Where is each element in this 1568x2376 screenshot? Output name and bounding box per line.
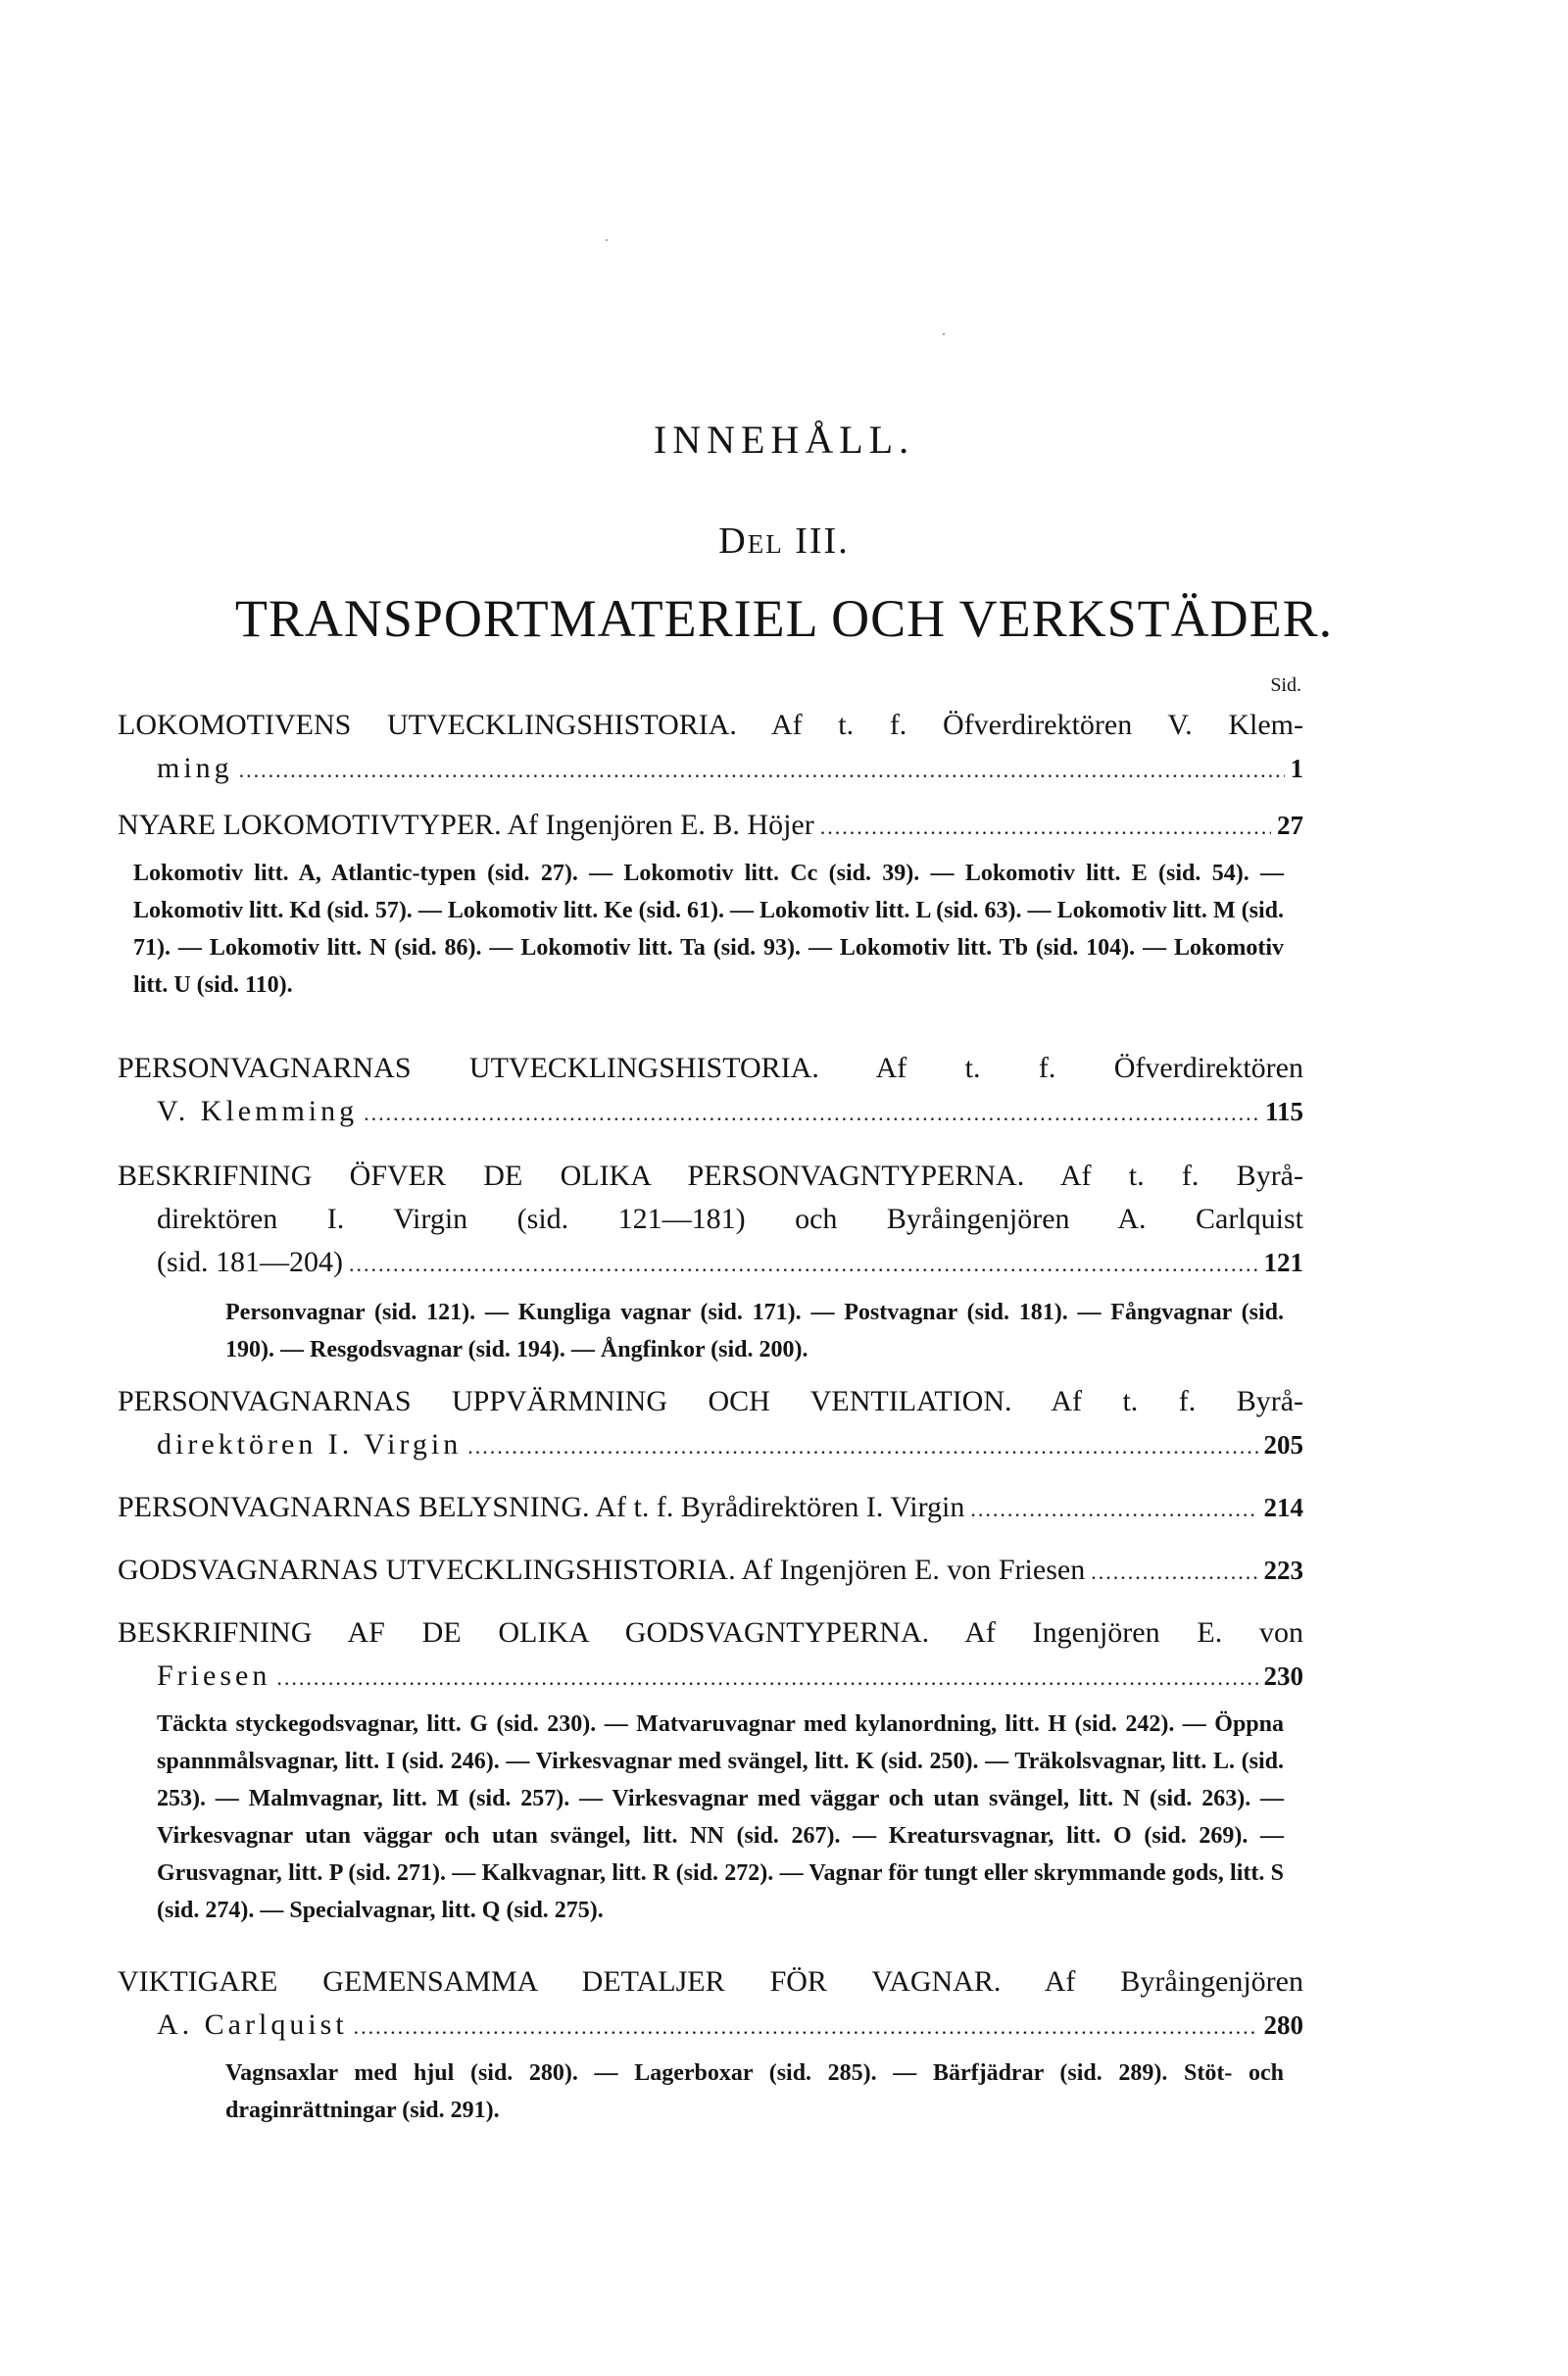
leader-dots (820, 806, 1271, 849)
part-heading: Del III. (718, 520, 850, 562)
toc-entry (118, 1380, 1303, 1468)
toc-entry (118, 1047, 1303, 1135)
leader-dots (364, 1092, 1259, 1135)
entry-page-number: 115 (1264, 1097, 1303, 1126)
entry-page-number: 223 (1263, 1556, 1303, 1585)
entry-page-number: 27 (1277, 811, 1303, 840)
entry-page-number: 280 (1263, 2010, 1303, 2040)
entry-title: PERSONVAGNARNAS UTVECKLINGSHISTORIA. Af t. f. Öfverdirektören (118, 1052, 1303, 1084)
entry-title: PERSONVAGNARNAS UPPVÄRMNING OCH VENTILATION. Af t. f. Byrå- (118, 1385, 1303, 1417)
entry-author: direktören I. Virgin (sid. 121—181) och Byråingenjören A. Carlquist (157, 1203, 1303, 1235)
entry-title: PERSONVAGNARNAS BELYSNING. Af t. f. Byrådirektören I. Virgin (118, 1491, 965, 1523)
leader-dots (239, 749, 1285, 792)
entry-title: NYARE LOKOMOTIVTYPER. Af Ingenjören E. B. Höjer (118, 809, 814, 841)
toc-entry (118, 1155, 1303, 1368)
entry-title: BESKRIFNING ÖFVER DE OLIKA PERSONVAGNTYPERNA. Af t. f. Byrå- (118, 1160, 1303, 1192)
print-speck (943, 333, 945, 335)
entry-author-pages: (sid. 181—204) (157, 1246, 343, 1278)
entry-author: ming (157, 752, 233, 784)
leader-dots (1091, 1551, 1257, 1594)
entry-author: V. Klemming (157, 1095, 359, 1127)
toc-entry (118, 1611, 1303, 1929)
entry-author: Friesen (157, 1659, 271, 1692)
entry-subsections: Lokomotiv litt. A, Atlantic-typen (sid. 27). — Lokomotiv litt. Cc (sid. 39). — Lokomotiv litt. E (sid. 54). — Lokomotiv litt. Kd (sid. 57). — Lokomotiv litt. Ke (sid. 61). — Lokomotiv litt. L (sid. 63). — Lokomotiv litt. M (sid. 71). — Lokomotiv litt. N (sid. 86). — Lokomotiv litt. Ta (sid. 93). — Lokomotiv litt. Tb (sid. 104). — Lokomotiv litt. U (sid. 110). (133, 861, 1284, 998)
toc-entry (118, 804, 1303, 1004)
entry-subsections: Personvagnar (sid. 121). — Kungliga vagnar (sid. 171). — Postvagnar (sid. 181). — Fångvagnar (sid. 190). — Resgodsvagnar (sid. 194). — Ångfinkor (sid. 200). (225, 1300, 1284, 1362)
entry-page-number: 230 (1263, 1661, 1303, 1691)
entry-page-number: 121 (1263, 1248, 1303, 1277)
toc-entry (118, 1486, 1303, 1531)
print-speck (606, 239, 608, 241)
leader-dots (467, 1425, 1257, 1468)
entry-subsections: Vagnsaxlar med hjul (sid. 280). — Lagerboxar (sid. 285). — Bärfjädrar (sid. 289). Stöt- och draginrättningar (sid. 291). (225, 2060, 1284, 2123)
entry-page-number: 1 (1290, 754, 1303, 783)
entry-page-number: 205 (1263, 1430, 1303, 1460)
entry-author: direktören I. Virgin (157, 1428, 463, 1460)
toc-entry (118, 704, 1303, 792)
entry-subsections: Täckta styckegodsvagnar, litt. G (sid. 230). — Matvaruvagnar med kylanordning, litt. H (sid. 242). — Öppna spannmålsvagnar, litt. I (sid. 246). — Virkesvagnar med svängel, litt. K (sid. 250). — Träkolsvagnar, litt. L. (sid. 253). — Malmvagnar, litt. M (sid. 257). — Virkesvagnar med väggar och utan svängel, litt. N (sid. 263). — Virkesvagnar utan väggar och utan svängel, litt. NN (sid. 267). — Kreatursvagnar, litt. O (sid. 269). — Grusvagnar, litt. P (sid. 271). — Kalkvagnar, litt. R (sid. 272). — Vagnar för tungt eller skrymmande gods, litt. S (sid. 274). — Specialvagnar, litt. Q (sid. 275). (157, 1711, 1284, 1923)
page-title: INNEHÅLL. (653, 418, 915, 462)
page-column-label: Sid. (1270, 674, 1301, 696)
entry-title: LOKOMOTIVENS UTVECKLINGSHISTORIA. Af t. f. Öfverdirektören V. Klem- (118, 709, 1303, 741)
entry-title: GODSVAGNARNAS UTVECKLINGSHISTORIA. Af Ingenjören E. von Friesen (118, 1554, 1086, 1586)
toc-entry (118, 1549, 1303, 1594)
toc-entry (118, 1960, 1303, 2129)
leader-dots (349, 1243, 1258, 1286)
volume-subtitle: TRANSPORTMATERIEL OCH VERKSTÄDER. (234, 589, 1334, 648)
entry-author: A. Carlquist (157, 2008, 348, 2041)
entry-title: BESKRIFNING AF DE OLIKA GODSVAGNTYPERNA. Af Ingenjören E. von (118, 1616, 1303, 1649)
entry-title: VIKTIGARE GEMENSAMMA DETALJER FÖR VAGNAR. Af Byråingenjören (118, 1965, 1303, 1998)
leader-dots (276, 1657, 1257, 1700)
entry-page-number: 214 (1263, 1493, 1303, 1522)
leader-dots (354, 2005, 1258, 2049)
leader-dots (970, 1488, 1257, 1531)
